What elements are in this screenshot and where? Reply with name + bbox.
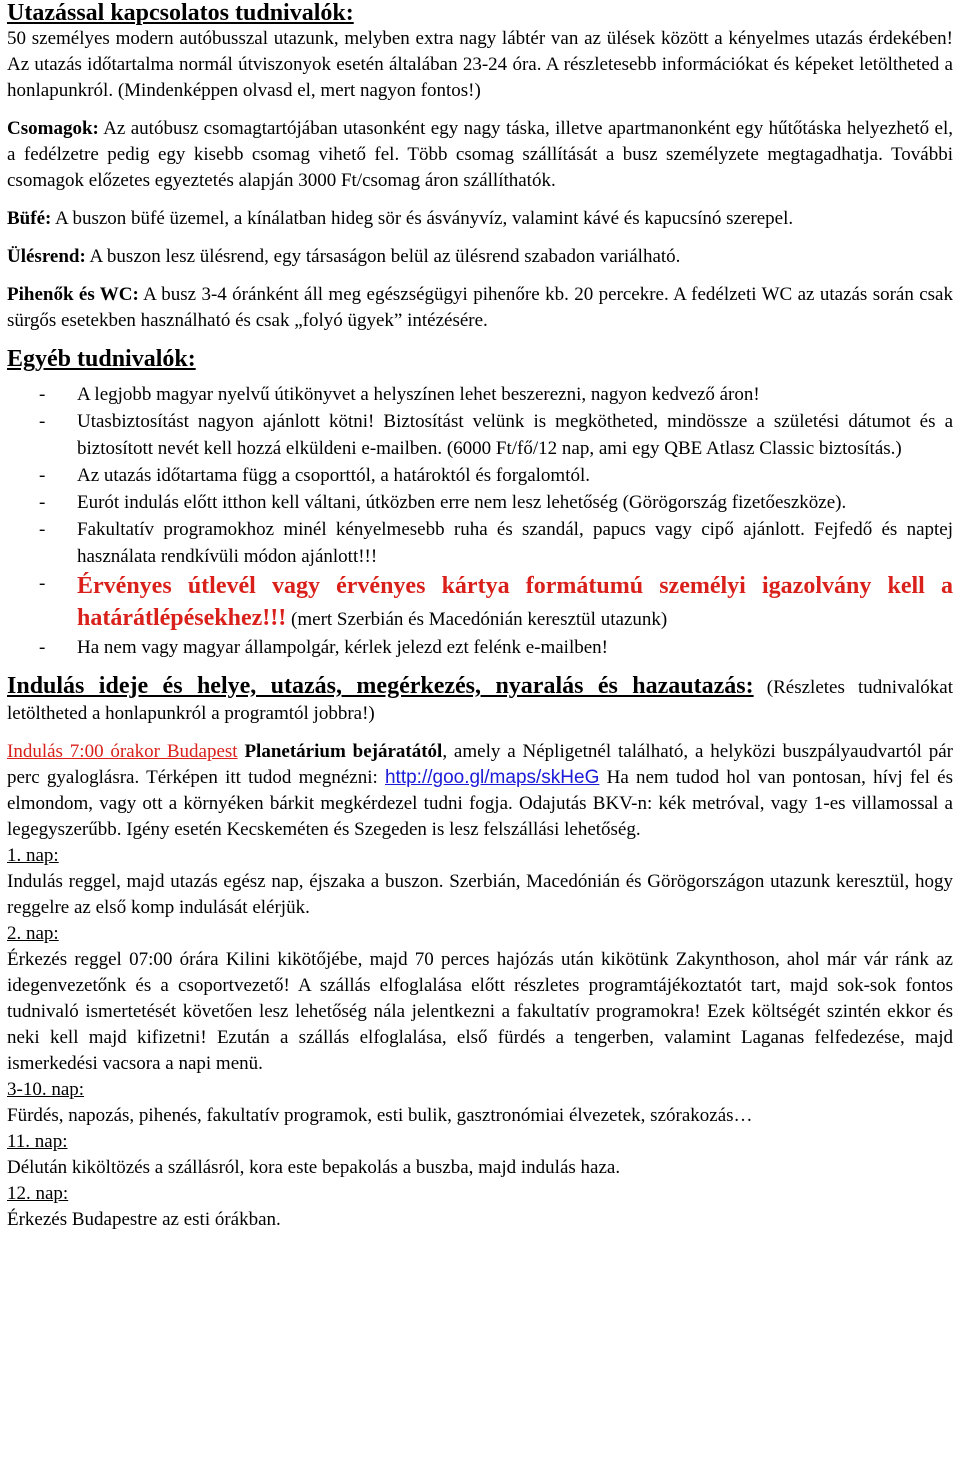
- departure-paragraph: Indulás 7:00 órakor Budapest Planetárium bejáratától, amely a Népligetnél található, a helyközi buszpályaudvartól pár perc gyaloglásra. Térképen itt tudod megnézni: http://goo.gl/maps/skHeG Ha nem tudod hol van pontosan, hívj fel és elmondom, vagy ott a környéken bárkit megkérdezel tudni fogja. Odajutás BKV-n: kék metróval, vagy 1-es villamossal a legegyszerűbb. Igény esetén Kecskeméten és Szegeden is lesz felszállási lehetőség.: [7, 741, 953, 840]
- map-link[interactable]: http://goo.gl/maps/skHeG: [384, 767, 600, 788]
- passport-warning: Érvényes útlevél vagy érvényes kártya formátumú személyi igazolvány kell a határátlépésekhez!!!: [77, 573, 953, 631]
- other-info-heading: Egyéb tudnivalók:: [7, 346, 196, 372]
- luggage-paragraph: [7, 116, 953, 194]
- departure-heading-note: (Részletes tudnivalókat letöltheted a honlapunkról a programtól jobbra!): [7, 677, 954, 724]
- day-text: Délután kiköltözés a szállásról, kora este bepakolás a buszba, majd indulás haza.: [7, 1157, 621, 1178]
- buffet-label: Büfé:: [7, 208, 52, 229]
- travel-info-heading: Utazással kapcsolatos tudnivalók:: [7, 0, 354, 26]
- luggage-text: Az autóbusz csomagtartójában utasonként egy nagy táska, illetve apartmanonként egy hűtőtáska helyezhető el, a fedélzetre pedig egy kisebb csomag vihető fel. Több csomag szállítását a busz személyzete megtagadhatja. További csomagok előzetes egyeztetés alapján 3000 Ft/csomag áron szállíthatók.: [7, 118, 953, 191]
- rest-paragraph: [7, 282, 953, 334]
- day-label: 11. nap:: [7, 1131, 68, 1152]
- day-text: Érkezés reggel 07:00 órára Kilini kikötőjébe, majd 70 perces hajózás után kikötünk Zakynthoson, ahol már vár ránk az idegenvezetőnk és a csoportvezető! A szállás elfoglalása előtt részletes programtájékoztatót tart, majd sok-sok fontos tudnivaló ismertetését követően lesz lehetőség nála jelentkezni a fakultatív programokra! Ezek költségét szintén ekkor és neki kell majd kifizetni! Ezután a szállás elfoglalása, első fürdés a tengerben, valamint Laganas felfedezése, majd ismerkedési vacsora a napi menü.: [7, 949, 953, 1074]
- list-item: - Utasbiztosítást nagyon ajánlott kötni! Biztosítást velünk is megkötheted, mindössze a születési dátumot és a biztosított nevét kell hozzá elküldeni e-mailben. (6000 Ft/fő/12 nap, ami egy QBE Atlasz Classic biztosítás.): [39, 411, 953, 459]
- day-block: [7, 1077, 953, 1129]
- passport-note: (mert Szerbián és Macedónián keresztül utazunk): [286, 609, 668, 630]
- day-block: [7, 1181, 953, 1233]
- list-item: - Ha nem vagy magyar állampolgár, kérlek jelezd ezt felénk e-mailben!: [39, 637, 608, 658]
- seating-paragraph: [7, 244, 953, 270]
- day-text: Érkezés Budapestre az esti órákban.: [7, 1209, 281, 1230]
- departure-time-place: Indulás 7:00 órakor Budapest: [7, 741, 238, 762]
- list-item: - Fakultatív programokhoz minél kényelmesebb ruha és szandál, papucs vagy cipő ajánlott. Fejfedő és naptej használata rendkívüli módon ajánlott!!!: [39, 519, 953, 567]
- day-label: 12. nap:: [7, 1183, 69, 1204]
- day-text: Indulás reggel, majd utazás egész nap, éjszaka a buszon. Szerbián, Macedónián és Görögországon utazunk keresztül, hogy reggelre az első komp indulását elérjük.: [7, 871, 953, 918]
- day-block: [7, 843, 953, 921]
- day-label: 1. nap:: [7, 845, 59, 866]
- list-item: - Eurót indulás előtt itthon kell váltani, útközben erre nem lesz lehetőség (Görögország fizetőeszköze).: [39, 492, 847, 513]
- list-item: - Az utazás időtartama függ a csoporttól, a határoktól és forgalomtól.: [39, 465, 591, 486]
- departure-heading-paragraph: [7, 673, 953, 727]
- seating-text: A buszon lesz ülésrend, egy társaságon belül az ülésrend szabadon variálható.: [85, 246, 681, 267]
- departure-heading: Indulás ideje és helye, utazás, megérkezés, nyaralás és hazautazás:: [7, 673, 754, 699]
- passport-warning-item: - Érvényes útlevél vagy érvényes kártya formátumú személyi igazolvány kell a határátlépésekhez!!! (mert Szerbián és Macedónián keresztül utazunk): [39, 573, 953, 631]
- day-block: [7, 1129, 953, 1181]
- day-block: [7, 921, 953, 1077]
- travel-intro: 50 személyes modern autóbusszal utazunk, melyben extra nagy lábtér van az ülések között a kényelmes utazás érdekében! Az utazás időtartalma normál útviszonyok esetén általában 23-24 óra. A részletesebb információkat és képeket letöltheted a honlapunkról. (Mindenképpen olvasd el, mert nagyon fontos!): [7, 28, 953, 101]
- day-text: Fürdés, napozás, pihenés, fakultatív programok, esti bulik, gasztronómiai élvezetek, szórakozás…: [7, 1105, 753, 1126]
- luggage-label: Csomagok:: [7, 118, 99, 139]
- other-info-list: [7, 381, 953, 661]
- seating-label: Ülésrend:: [7, 246, 86, 267]
- departure-location: Planetárium bejáratától: [237, 741, 443, 762]
- day-label: 2. nap:: [7, 923, 59, 944]
- day-label: 3-10. nap:: [7, 1079, 85, 1100]
- rest-text: A busz 3-4 óránként áll meg egészségügyi pihenőre kb. 20 percekre. A fedélzeti WC az utazás során csak sürgős esetekben használható és csak „folyó ügyek” intézésére.: [7, 284, 953, 331]
- buffet-paragraph: [7, 206, 953, 232]
- list-item: - A legjobb magyar nyelvű útikönyvet a helyszínen lehet beszerezni, nagyon kedvező áron!: [39, 384, 760, 405]
- buffet-text: A buszon büfé üzemel, a kínálatban hideg sör és ásványvíz, valamint kávé és kapucsínó szerepel.: [51, 208, 794, 229]
- rest-label: Pihenők és WC:: [7, 284, 139, 305]
